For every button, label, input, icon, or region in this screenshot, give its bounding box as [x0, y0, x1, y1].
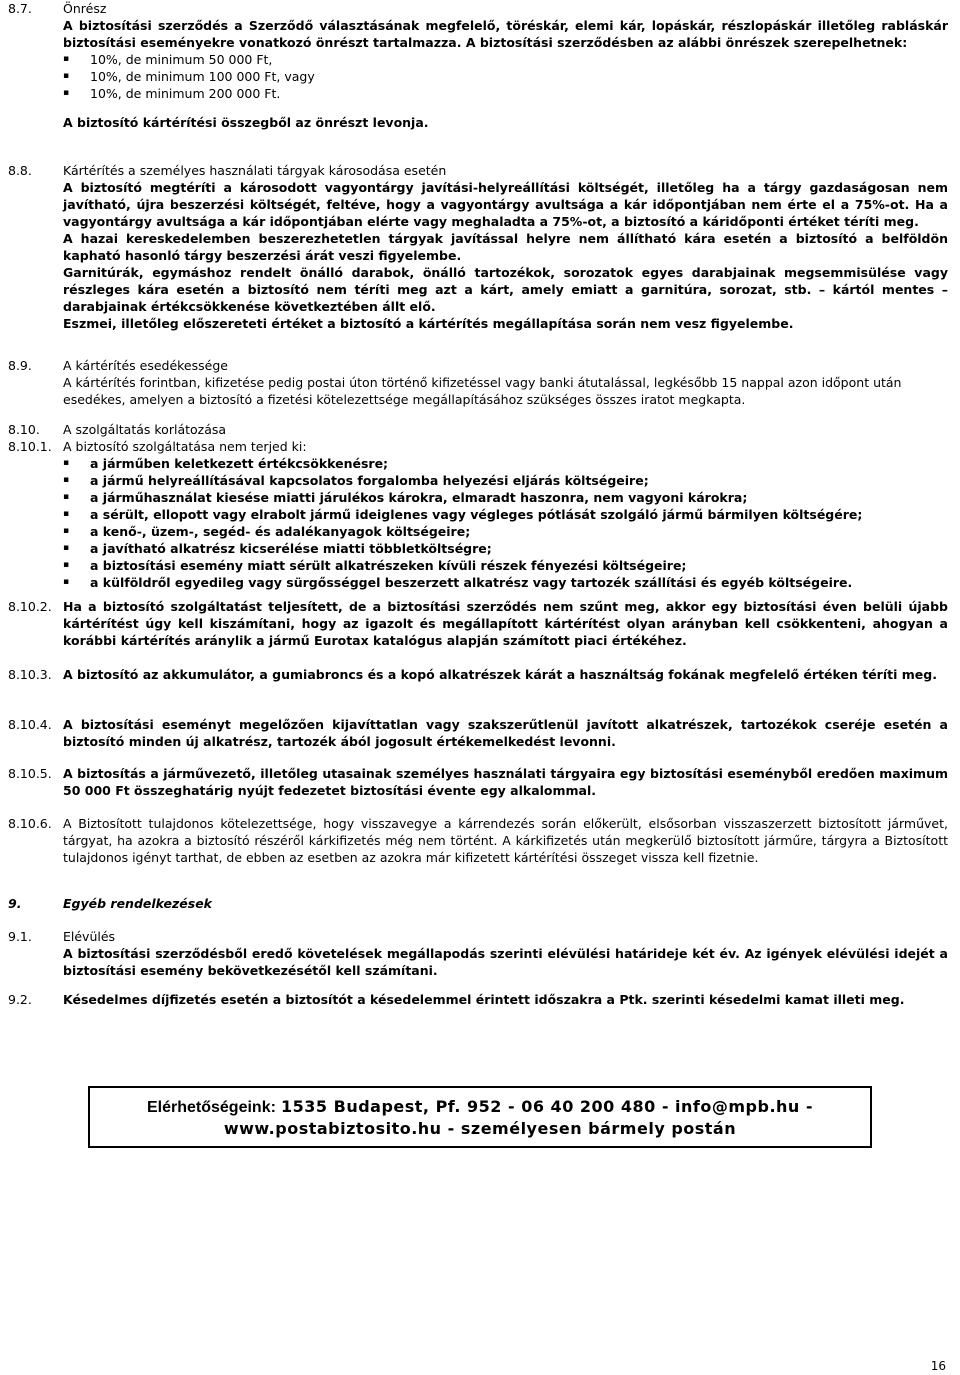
page-number: 16 [930, 1359, 946, 1373]
section-8-7 [8, 0, 948, 131]
list-item: ▪ 10%, de minimum 50 000 Ft, [63, 51, 948, 68]
section-paragraph: Garnitúrák, egymáshoz rendelt önálló darabok, önálló tartozékok, sorozatok egyes darabjainak megsemmisülése vagy részleges kára esetén a biztosító nem téríti meg azt a kárt, amely emiatt a garnitúra, sorozat, stb. – kártól mentes – darabjainak értékcsökkenése következtében állt elő. [63, 265, 948, 314]
section-title: Elévülés [63, 929, 116, 944]
contact-line: www.postabiztosito.hu - személyesen bármely postán [223, 1119, 737, 1138]
section-8-8 [8, 162, 948, 332]
section-number: 8.10. [8, 422, 40, 437]
section-8-10-3 [8, 666, 948, 683]
section-number: 8.10.2. [8, 599, 52, 614]
list-item: ▪ a javítható alkatrész kicserélése miatti többletköltségre; [63, 540, 948, 557]
section-title: Kártérítés a személyes használati tárgyak károsodása esetén [63, 163, 447, 178]
section-title: Egyéb rendelkezések [63, 896, 212, 911]
list-item: ▪ a jármű helyreállításával kapcsolatos forgalomba helyezési eljárás költségeire; [63, 472, 948, 489]
section-paragraph: Ha a biztosító szolgáltatást teljesített, de a biztosítási szerződés nem szűnt meg, akkor egy biztosítási éven belüli újabb kártérítést úgy kell kiszámítani, hogy az igazolt és megállapított kártérítést olyan arányban kell csökkenteni, ahogyan a korábbi kártérítés aránylik a jármű Eurotax katalógus alapján számított piaci értékéhez. [63, 599, 948, 648]
deductible-list [63, 51, 948, 102]
section-9 [8, 895, 948, 912]
section-8-10 [8, 421, 948, 438]
section-number: 8.10.6. [8, 816, 52, 831]
section-9-1 [8, 928, 948, 979]
section-title: A biztosító szolgáltatása nem terjed ki: [63, 439, 307, 454]
list-item: ▪ a külföldről egyedileg vagy sürgősséggel beszerzett alkatrész vagy tartozék szállítási és egyéb költségeire. [63, 574, 948, 591]
section-paragraph: A biztosítási szerződésből eredő követelések megállapodás szerinti elévülési határideje két év. Az igények elévülési idejét a biztosítási esemény bekövetkezésétől kell számítani. [63, 946, 948, 978]
section-number: 8.10.3. [8, 667, 52, 682]
list-item: ▪ 10%, de minimum 200 000 Ft. [63, 85, 948, 102]
list-item: ▪ a biztosítási esemény miatt sérült alkatrészeken kívüli részek fényezési költségeire; [63, 557, 948, 574]
section-8-9 [8, 357, 948, 408]
section-title: A kártérítés esedékessége [63, 358, 228, 373]
contact-footer [88, 1086, 872, 1148]
section-8-10-6 [8, 815, 948, 866]
section-8-10-1 [8, 438, 948, 591]
section-paragraph: A biztosítási eseményt megelőzően kijavíttatlan vagy szakszerűtlenül javított alkatrészek, tartozékok cseréje esetén a biztosító minden új alkatrész, tartozék ából jogosult értékemelkedést levonni. [63, 717, 948, 749]
section-paragraph: A kártérítés forintban, kifizetése pedig postai úton történő kifizetéssel vagy banki átutalással, legkésőbb 15 nappal azon időpont után esedékes, amelyen a biztosító a fizetési kötelezettsége megállapításához szükséges összes iratot megkapta. [63, 375, 902, 407]
contact-label: Elérhetőségeink: [146, 1099, 276, 1116]
section-9-2 [8, 991, 948, 1008]
list-item: ▪ a sérült, ellopott vagy elrabolt jármű ideiglenes vagy végleges pótlását szolgáló jármű bármilyen költségére; [63, 506, 948, 523]
section-paragraph: A biztosító megtéríti a károsodott vagyontárgy javítási-helyreállítási költségét, illetőleg ha a tárgy gazdaságosan nem javítható, újra beszerzési költségét, feltéve, hogy a vagyontárgy avultsága a kár időpontjában nem érte el a 75%-ot. Ha a vagyontárgy avultsága a kár időpontjában elérte vagy meghaladta a 75%-ot, a biztosító a káridőponti értéket téríti meg. [63, 180, 948, 229]
section-paragraph: Késedelmes díjfizetés esetén a biztosítót a késedelemmel érintett időszakra a Ptk. szerinti késedelmi kamat illeti meg. [63, 992, 905, 1007]
section-8-10-5 [8, 765, 948, 799]
section-number: 8.9. [8, 358, 32, 373]
section-number: 9. [8, 896, 22, 911]
section-number: 9.1. [8, 929, 32, 944]
list-item: ▪ a járműhasználat kiesése miatti járulékos károkra, elmaradt haszonra, nem vagyoni károkra; [63, 489, 948, 506]
section-number: 8.10.1. [8, 439, 52, 454]
section-number: 9.2. [8, 992, 32, 1007]
section-8-10-4 [8, 716, 948, 750]
section-paragraph: A biztosítási szerződés a Szerződő választásának megfelelő, töréskár, elemi kár, lopáskár, részlopáskár illetőleg rabláskár biztosítási eseményekre vonatkozó önrészt tartalmazza. A biztosítási szerződésben az alábbi önrészek szerepelhetnek: [63, 18, 948, 50]
exclusion-list [63, 455, 948, 591]
list-item: ▪ 10%, de minimum 100 000 Ft, vagy [63, 68, 948, 85]
section-paragraph: A hazai kereskedelemben beszerezhetetlen tárgyak javítással helyre nem állítható kára esetén a biztosító a belföldön kapható hasonló tárgy beszerzési árát veszi figyelembe. [63, 231, 948, 263]
list-item: ▪ a járműben keletkezett értékcsökkenésre; [63, 455, 948, 472]
section-paragraph: A Biztosított tulajdonos kötelezettsége, hogy visszavegye a kárrendezés során előkerült, elsősorban visszaszerzett biztosított járművet, tárgyat, ha azokra a biztosító részéről kárkifizetés még nem történt. A kárkifizetés után megkerülő biztosított járműre, tárgyra a Biztosított tulajdonos igényt tarthat, de ebben az esetben az azokra már kifizetett kártérítési összeget vissza kell fizetnie. [63, 816, 948, 865]
section-title: A szolgáltatás korlátozása [63, 422, 227, 437]
section-paragraph: Eszmei, illetőleg előszereteti értéket a biztosító a kártérítés megállapítása során nem vesz figyelembe. [63, 316, 794, 331]
section-number: 8.10.4. [8, 717, 52, 732]
section-paragraph: A biztosító az akkumulátor, a gumiabroncs és a kopó alkatrészek kárát a használtság fokának megfelelő értéken téríti meg. [63, 667, 937, 682]
contact-line: 1535 Budapest, Pf. 952 - 06 40 200 480 - info@mpb.hu - [281, 1097, 814, 1116]
section-number: 8.10.5. [8, 766, 52, 781]
list-item: ▪ a kenő-, üzem-, segéd- és adalékanyagok költségeire; [63, 523, 948, 540]
section-number: 8.8. [8, 163, 32, 178]
section-number: 8.7. [8, 1, 32, 16]
section-paragraph: A biztosító kártérítési összegből az önrészt levonja. [63, 115, 429, 130]
section-paragraph: A biztosítás a járművezető, illetőleg utasainak személyes használati tárgyaira egy biztosítási eseményből eredően maximum 50 000 Ft összeghatárig nyújt fedezetet biztosítási évente egy alkalommal. [63, 766, 948, 798]
section-8-10-2 [8, 598, 948, 649]
section-title: Önrész [63, 1, 107, 16]
